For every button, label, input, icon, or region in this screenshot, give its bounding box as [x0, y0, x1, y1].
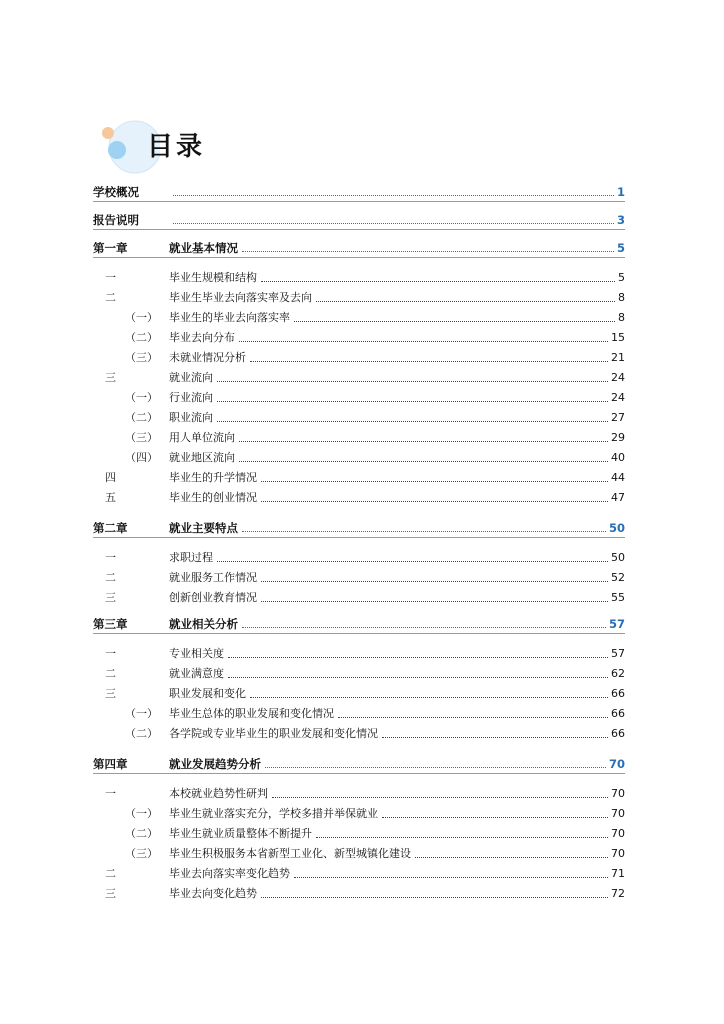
toc-entry-line	[169, 213, 625, 227]
toc-entry-page-number: 8	[618, 311, 625, 324]
toc-entry-label: 就业满意度	[169, 667, 224, 680]
toc-entry-line	[169, 351, 625, 365]
toc-entry[interactable]	[93, 754, 625, 774]
toc-entry[interactable]	[93, 238, 625, 258]
toc-entry-line	[169, 271, 625, 285]
toc-entry-line	[169, 521, 625, 535]
toc-entry-number: （一）	[125, 807, 158, 820]
toc-entry-page-number: 70	[611, 847, 625, 860]
toc-entry-line	[169, 727, 625, 741]
toc-entry[interactable]	[93, 182, 625, 202]
dot-leader	[239, 441, 608, 442]
toc-entry[interactable]	[93, 268, 625, 288]
dot-leader	[239, 461, 608, 462]
toc-entry[interactable]	[93, 644, 625, 664]
toc-entry-label: 毕业生规模和结构	[169, 271, 257, 284]
toc-entry[interactable]	[93, 368, 625, 388]
toc-entry-number: 二	[105, 291, 116, 304]
toc-entry-page-number: 52	[611, 571, 625, 584]
dot-leader	[228, 657, 608, 658]
toc-entry-line	[169, 827, 625, 841]
toc-entry-page-number: 70	[608, 757, 625, 771]
toc-entry-line	[169, 551, 625, 565]
toc-entry-number: （二）	[125, 411, 158, 424]
toc-entry-label: 求职过程	[169, 551, 213, 564]
toc-entry[interactable]	[93, 288, 625, 308]
toc-entry-page-number: 24	[611, 371, 625, 384]
toc-entry-number: （二）	[125, 727, 158, 740]
toc-entry-line	[169, 571, 625, 585]
toc-entry[interactable]	[93, 804, 625, 824]
dot-leader	[239, 341, 608, 342]
toc-entry-label: 毕业生就业落实充分，学校多措并举保就业	[169, 807, 378, 820]
toc-entry-label: 毕业生的升学情况	[169, 471, 257, 484]
toc-entry[interactable]	[93, 684, 625, 704]
dot-leader	[242, 627, 606, 628]
toc-entry-label: 毕业生毕业去向落实率及去向	[169, 291, 312, 304]
toc-entry-number: （一）	[125, 391, 158, 404]
toc-entry-label: 用人单位流向	[169, 431, 235, 444]
toc-entry-line	[169, 471, 625, 485]
toc-entry-page-number: 72	[611, 887, 625, 900]
toc-entry[interactable]	[93, 210, 625, 230]
toc-entry-page-number: 50	[608, 521, 625, 535]
dot-leader	[294, 321, 615, 322]
dot-leader	[242, 251, 614, 252]
toc-entry[interactable]	[93, 704, 625, 724]
toc-entry-line	[169, 331, 625, 345]
toc-entry-number: 二	[105, 867, 116, 880]
toc-entry-page-number: 15	[611, 331, 625, 344]
toc-entry-number: （一）	[125, 311, 158, 324]
toc-entry-page-number: 1	[616, 185, 625, 199]
toc-entry-label: 专业相关度	[169, 647, 224, 660]
toc-entry-number: （三）	[125, 431, 158, 444]
toc-entry-page-number: 27	[611, 411, 625, 424]
toc-entry-number: 三	[105, 371, 116, 384]
toc-entry-line	[169, 391, 625, 405]
toc-entry[interactable]	[93, 864, 625, 884]
toc-entry-label: 就业主要特点	[169, 521, 238, 535]
toc-entry-line	[169, 707, 625, 721]
dot-leader	[294, 877, 608, 878]
toc-entry-label: 毕业生就业质量整体不断提升	[169, 827, 312, 840]
toc-entry-page-number: 29	[611, 431, 625, 444]
toc-entry-line	[169, 431, 625, 445]
toc-entry-page-number: 3	[616, 213, 625, 227]
toc-entry[interactable]	[93, 844, 625, 864]
toc-entry-number: （一）	[125, 707, 158, 720]
dot-leader	[173, 195, 614, 196]
toc-entry-line	[169, 847, 625, 861]
toc-entry[interactable]	[93, 568, 625, 588]
dot-leader	[261, 281, 615, 282]
toc-entry-number: 第三章	[93, 617, 128, 631]
toc-entry-number: 二	[105, 667, 116, 680]
toc-entry-page-number: 5	[616, 241, 625, 255]
toc-entry-page-number: 50	[611, 551, 625, 564]
toc-entry[interactable]	[93, 518, 625, 538]
toc-entry-label: 毕业生的毕业去向落实率	[169, 311, 290, 324]
toc-entry-line	[169, 241, 625, 255]
toc-entry-line	[169, 807, 625, 821]
dot-leader	[338, 717, 608, 718]
toc-entry-number: （三）	[125, 847, 158, 860]
toc-entry[interactable]	[93, 724, 625, 744]
toc-entry-number: 五	[105, 491, 116, 504]
toc-entry-number: 一	[105, 647, 116, 660]
toc-entry[interactable]	[93, 664, 625, 684]
toc-entry-page-number: 70	[611, 807, 625, 820]
toc-entry[interactable]	[93, 784, 625, 804]
toc-entry[interactable]	[93, 448, 625, 468]
toc-entry-line	[169, 311, 625, 325]
toc-entry-line	[169, 887, 625, 901]
toc-entry[interactable]	[93, 308, 625, 328]
toc-entry-page-number: 62	[611, 667, 625, 680]
dot-leader	[261, 501, 608, 502]
toc-entry-page-number: 55	[611, 591, 625, 604]
toc-entry-page-number: 24	[611, 391, 625, 404]
toc-entry-label: 创新创业教育情况	[169, 591, 257, 604]
dot-leader	[415, 857, 608, 858]
toc-entry-label: 毕业去向落实率变化趋势	[169, 867, 290, 880]
toc-entry-page-number: 47	[611, 491, 625, 504]
toc-entry[interactable]	[93, 348, 625, 368]
dot-leader	[316, 301, 615, 302]
toc-entry[interactable]	[93, 468, 625, 488]
dot-leader	[272, 797, 608, 798]
toc-entry-label: 毕业生总体的职业发展和变化情况	[169, 707, 334, 720]
toc-entry-label: 毕业生积极服务本省新型工业化、新型城镇化建设	[169, 847, 411, 860]
toc-entry[interactable]	[93, 824, 625, 844]
toc-entry-number: 报告说明	[93, 213, 139, 227]
toc-entry-number: （四）	[125, 451, 158, 464]
toc-entry[interactable]	[93, 548, 625, 568]
toc-entry-line	[169, 687, 625, 701]
toc-entry-line	[169, 787, 625, 801]
toc-entry-label: 毕业去向分布	[169, 331, 235, 344]
toc-entry-label: 行业流向	[169, 391, 213, 404]
dot-leader	[250, 361, 608, 362]
toc-entry-number: 三	[105, 887, 116, 900]
toc-entry-number: 学校概况	[93, 185, 139, 199]
toc-entry-label: 未就业情况分析	[169, 351, 246, 364]
toc-entry[interactable]	[93, 614, 625, 634]
toc-entry-line	[169, 867, 625, 881]
toc-entry-page-number: 70	[611, 787, 625, 800]
toc-entry-label: 本校就业趋势性研判	[169, 787, 268, 800]
dot-leader	[316, 837, 608, 838]
dot-leader	[217, 421, 608, 422]
toc-entry-label: 就业地区流向	[169, 451, 235, 464]
toc-entry-label: 就业服务工作情况	[169, 571, 257, 584]
toc-entry[interactable]	[93, 328, 625, 348]
toc-entry-page-number: 8	[618, 291, 625, 304]
toc-entry-number: （二）	[125, 827, 158, 840]
dot-leader	[382, 737, 608, 738]
toc-entry-number: 第二章	[93, 521, 128, 535]
toc-entry-label: 职业流向	[169, 411, 213, 424]
toc-entry[interactable]	[93, 408, 625, 428]
toc-entry[interactable]	[93, 488, 625, 508]
toc-entry-page-number: 70	[611, 827, 625, 840]
toc-entry-number: 第一章	[93, 241, 128, 255]
dot-leader	[261, 581, 608, 582]
toc-entry-line	[169, 291, 625, 305]
toc-entry-page-number: 66	[611, 727, 625, 740]
toc-entry-label: 毕业生的创业情况	[169, 491, 257, 504]
dot-leader	[261, 481, 608, 482]
dot-leader	[261, 601, 608, 602]
toc-entry-number: （二）	[125, 331, 158, 344]
toc-entry-line	[169, 185, 625, 199]
toc-entry-page-number: 66	[611, 707, 625, 720]
toc-entry-line	[169, 451, 625, 465]
toc-entry-line	[169, 647, 625, 661]
toc-entry-label: 就业流向	[169, 371, 213, 384]
toc-entry-page-number: 57	[608, 617, 625, 631]
toc-entry-page-number: 40	[611, 451, 625, 464]
toc-entry-label: 毕业去向变化趋势	[169, 887, 257, 900]
toc-entry-number: 一	[105, 271, 116, 284]
toc-entry-page-number: 44	[611, 471, 625, 484]
toc-entry-number: （三）	[125, 351, 158, 364]
toc-entry-label: 各学院或专业毕业生的职业发展和变化情况	[169, 727, 378, 740]
dot-leader	[228, 677, 608, 678]
dot-leader	[261, 897, 608, 898]
toc-entry-line	[169, 617, 625, 631]
toc-entry-number: 四	[105, 471, 116, 484]
toc-entry-number: 第四章	[93, 757, 128, 771]
toc-entry-page-number: 66	[611, 687, 625, 700]
toc-entry-line	[169, 371, 625, 385]
toc-entry[interactable]	[93, 884, 625, 904]
toc-entry[interactable]	[93, 588, 625, 608]
toc-entry-line	[169, 757, 625, 771]
dot-leader	[173, 223, 614, 224]
toc-entry[interactable]	[93, 388, 625, 408]
toc-entry-number: 一	[105, 787, 116, 800]
toc-entry-page-number: 71	[611, 867, 625, 880]
toc-entry-number: 一	[105, 551, 116, 564]
toc-entry-number: 三	[105, 687, 116, 700]
page-title: 目录	[147, 132, 206, 162]
dot-leader	[265, 767, 606, 768]
dot-leader	[242, 531, 606, 532]
dot-leader	[250, 697, 608, 698]
dot-leader	[382, 817, 608, 818]
toc-entry-line	[169, 591, 625, 605]
toc-entry-label: 就业基本情况	[169, 241, 238, 255]
toc-entry-page-number: 5	[618, 271, 625, 284]
toc-entry-line	[169, 667, 625, 681]
dot-leader	[217, 401, 608, 402]
toc-entry[interactable]	[93, 428, 625, 448]
toc-entry-page-number: 21	[611, 351, 625, 364]
toc-entry-line	[169, 491, 625, 505]
toc-entry-page-number: 57	[611, 647, 625, 660]
toc-entry-label: 就业发展趋势分析	[169, 757, 261, 771]
toc-entry-label: 就业相关分析	[169, 617, 238, 631]
toc-entry-number: 二	[105, 571, 116, 584]
toc-entry-label: 职业发展和变化	[169, 687, 246, 700]
dot-leader	[217, 561, 608, 562]
toc-entry-line	[169, 411, 625, 425]
dot-leader	[217, 381, 608, 382]
toc-entry-number: 三	[105, 591, 116, 604]
